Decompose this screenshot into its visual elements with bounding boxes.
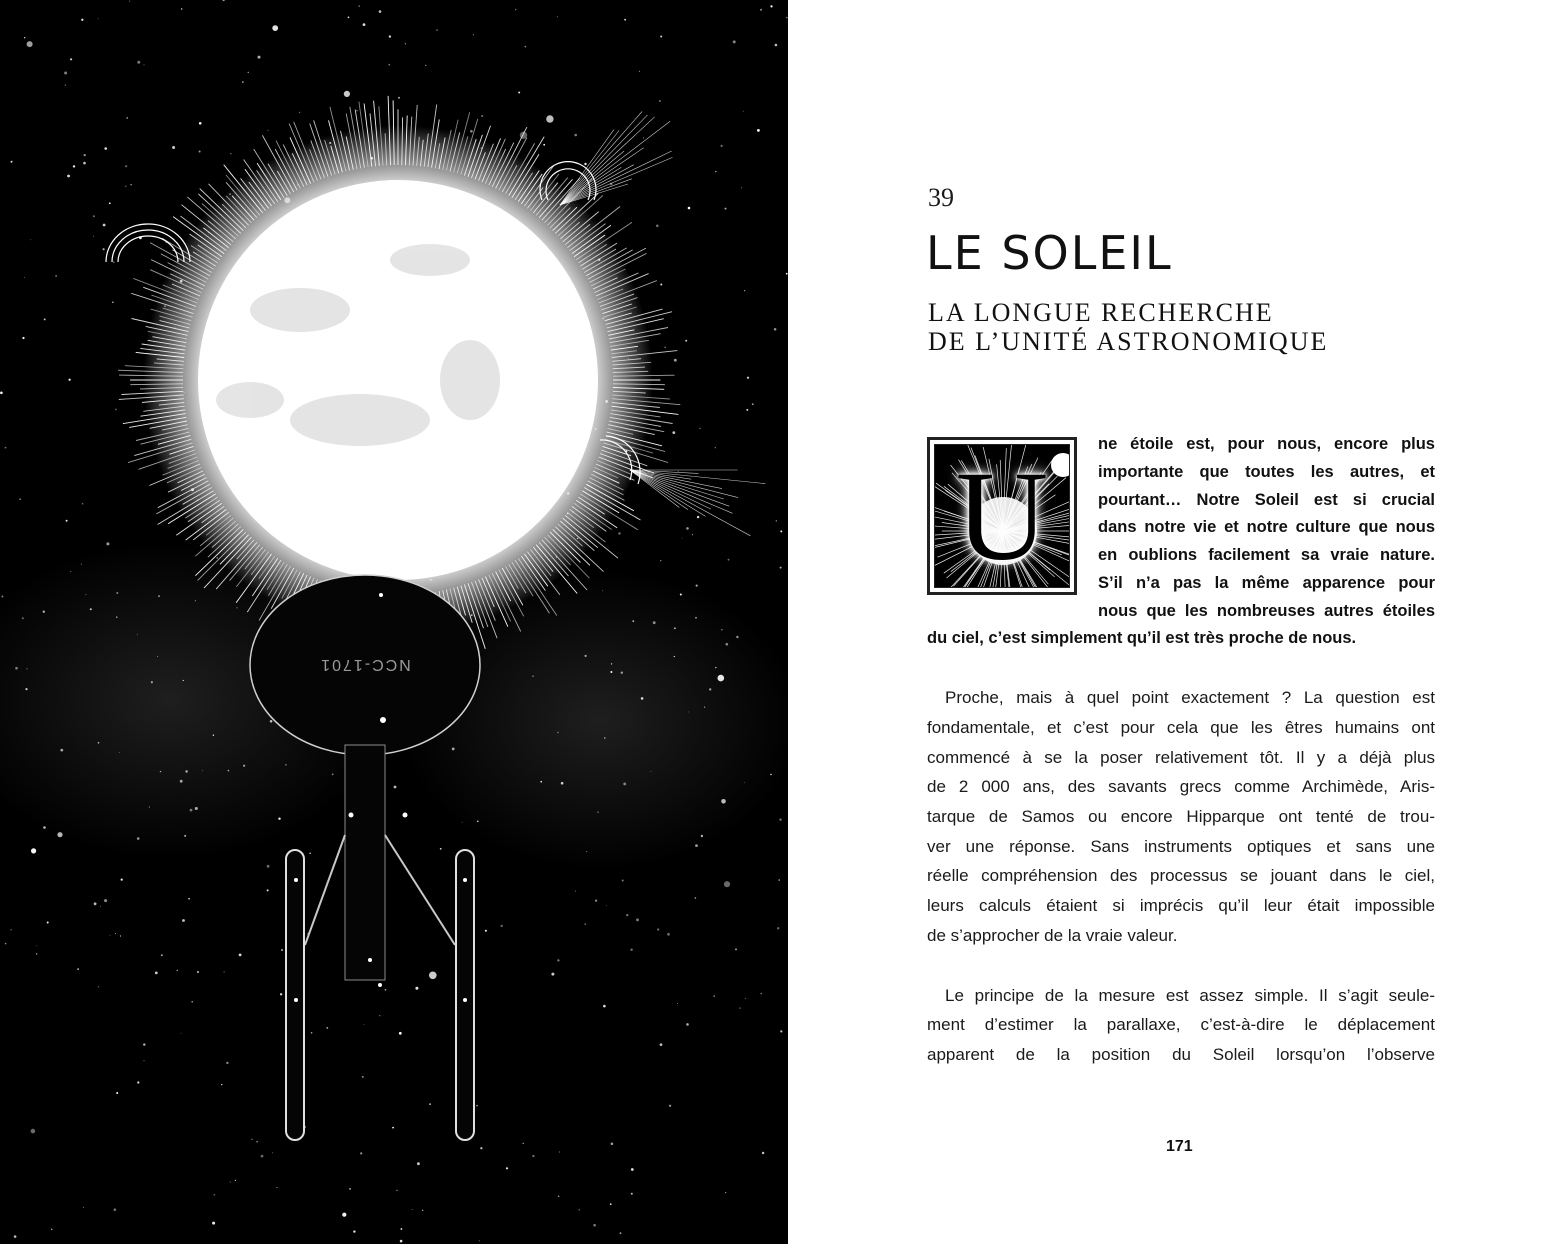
starboard-nacelle <box>456 850 474 1140</box>
starship <box>250 575 480 1140</box>
body-line: tarque de Samos ou encore Hipparque ont tenté de trou- <box>927 807 1435 826</box>
subtitle-line: LA LONGUE RECHERCHE <box>928 298 1274 327</box>
intro-line: en oublions facilement sa vraie nature. <box>1098 546 1435 564</box>
body-line: réelle compréhension des processus se jouant dans le ciel, <box>927 866 1435 885</box>
page-number: 171 <box>1166 1138 1193 1155</box>
intro-line: du ciel, c’est simplement qu’il est très proche de nous. <box>927 629 1357 647</box>
body-line: commencé à se la poser relativement tôt. Il y a déjà plus <box>927 748 1435 767</box>
body-line: Le principe de la mesure est assez simple. Il s’agit seule- <box>945 986 1435 1005</box>
body-line: ment d’estimer la parallaxe, c’est-à-dire le déplacement <box>927 1015 1435 1034</box>
drop-cap <box>927 437 1077 595</box>
body-line: leurs calculs étaient si imprécis qu’il leur était impossible <box>927 896 1435 915</box>
sun-core <box>198 180 598 580</box>
text-page <box>788 0 1562 1244</box>
port-nacelle <box>286 850 304 1140</box>
intro-line: pourtant… Notre Soleil est si crucial <box>1098 491 1435 509</box>
body-line: fondamentale, et c’est pour cela que les êtres humains ont <box>927 718 1435 737</box>
intro-line: importante que toutes les autres, et <box>1098 463 1435 481</box>
engineering-hull <box>345 745 385 980</box>
body-line: Proche, mais à quel point exactement ? La question est <box>945 688 1435 707</box>
body-line: apparent de la position du Soleil lorsqu’on l’observe <box>927 1045 1435 1064</box>
intro-line: S’il n’a pas la même apparence pour <box>1098 574 1435 592</box>
intro-line: ne étoile est, pour nous, encore plus <box>1098 435 1435 453</box>
chapter-number: 39 <box>928 183 954 212</box>
intro-line: nous que les nombreuses autres étoiles <box>1098 602 1435 620</box>
ship-registry: NCC-1701 <box>319 656 411 673</box>
body-line: de s’approcher de la vraie valeur. <box>927 926 1178 945</box>
drop-cap-letter: U <box>955 445 1049 587</box>
body-line: de 2 000 ans, des savants grecs comme Archimède, Aris- <box>927 777 1435 796</box>
chapter-subtitle <box>928 298 1328 356</box>
subtitle-line: DE L’UNITÉ ASTRONOMIQUE <box>928 327 1329 356</box>
chapter-title: LE SOLEIL <box>926 226 1173 280</box>
intro-line: dans notre vie et notre culture que nous <box>1098 518 1435 536</box>
drop-cap-artwork <box>934 444 1070 588</box>
body-line: ver une réponse. Sans instruments optiques et sans une <box>927 837 1435 856</box>
